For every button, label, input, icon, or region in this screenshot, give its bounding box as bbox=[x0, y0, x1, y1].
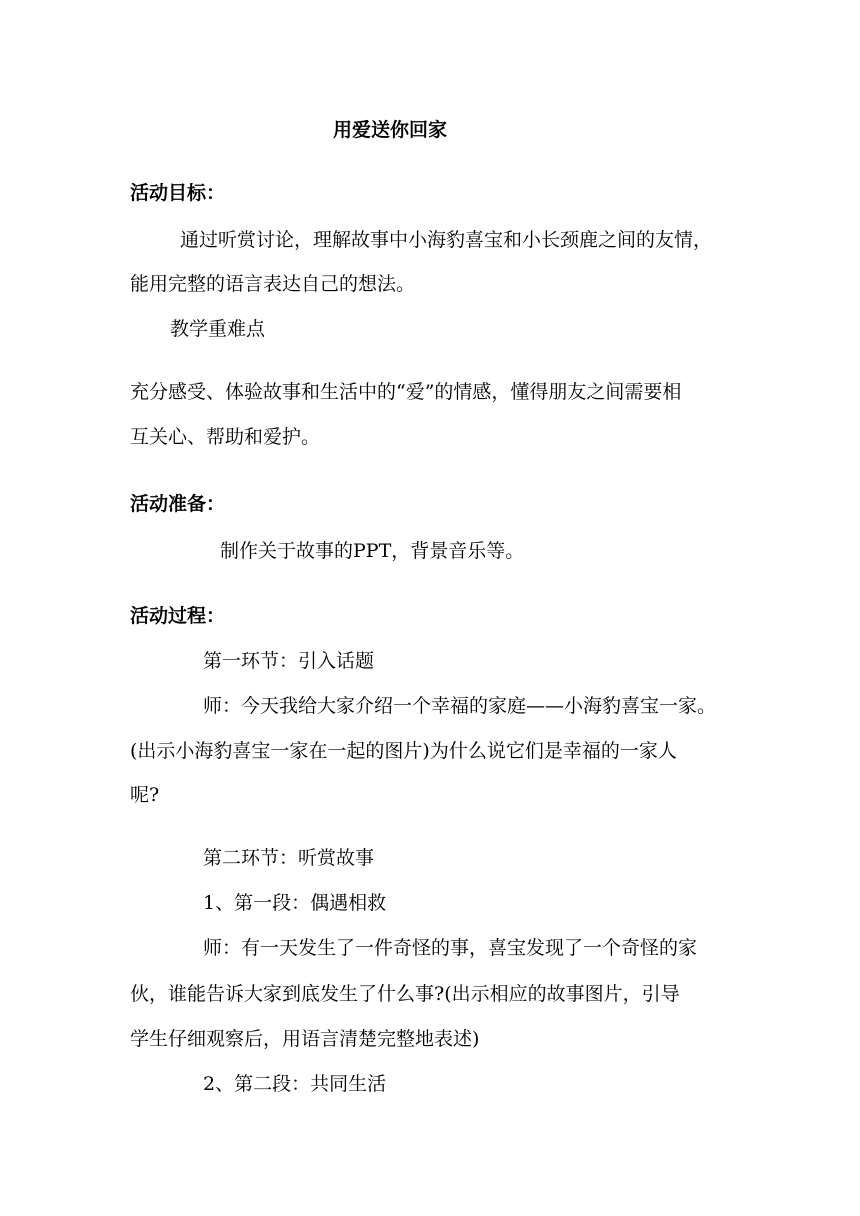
goal-text-line: 能用完整的语言表达自己的想法。 bbox=[130, 273, 416, 295]
step-heading: 第二环节：听赏故事 bbox=[203, 847, 375, 869]
step-heading: 第一环节：引入话题 bbox=[203, 650, 375, 672]
step-text-line: 呢? bbox=[130, 784, 160, 806]
segment-text-line: 师：有一天发生了一件奇怪的事，喜宝发现了一个奇怪的家 bbox=[203, 937, 698, 959]
key-points-line: 充分感受、体验故事和生活中的“爱”的情感，懂得朋友之间需要相 bbox=[130, 381, 682, 403]
document-title: 用爱送你回家 bbox=[333, 119, 448, 141]
key-points-line: 互关心、帮助和爱护。 bbox=[130, 426, 321, 448]
goal-text-line: 通过听赏讨论，理解故事中小海豹喜宝和小长颈鹿之间的友情， bbox=[180, 229, 713, 251]
segment-text-line: 伙，谁能告诉大家到底发生了什么事?(出示相应的故事图片，引导 bbox=[130, 983, 680, 1005]
segment-heading: 1、第一段：偶遇相救 bbox=[203, 892, 387, 914]
prep-text: 制作关于故事的PPT，背景音乐等。 bbox=[220, 540, 525, 562]
step-text-line: 师：今天我给大家介绍一个幸福的家庭——小海豹喜宝一家。 bbox=[203, 695, 717, 717]
key-points-heading: 教学重难点 bbox=[170, 318, 266, 340]
goal-heading: 活动目标： bbox=[130, 182, 226, 204]
process-heading: 活动过程： bbox=[130, 605, 226, 627]
prep-heading: 活动准备： bbox=[130, 493, 226, 515]
segment-heading: 2、第二段：共同生活 bbox=[203, 1073, 387, 1095]
step-text-line: (出示小海豹喜宝一家在一起的图片)为什么说它们是幸福的一家人 bbox=[130, 740, 677, 762]
segment-text-line: 学生仔细观察后，用语言清楚完整地表述) bbox=[130, 1028, 480, 1050]
